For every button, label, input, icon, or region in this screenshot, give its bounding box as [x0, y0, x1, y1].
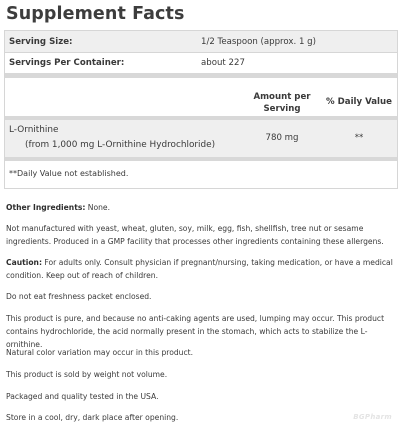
color-statement: Natural color variation may occur in this product.: [6, 348, 194, 357]
servings-per-container-value: about 227: [201, 58, 245, 68]
watermark: BGPharm: [353, 413, 392, 421]
column-header-row: [5, 78, 397, 118]
freshness-statement: Do not eat freshness packet enclosed.: [6, 292, 152, 301]
storage-statement: Store in a cool, dry, dark place after opening.: [6, 413, 179, 422]
caution-text: For adults only. Consult physician if pregnant/nursing, taking medication, or have a medical condition. Keep out of reach of children.: [6, 258, 393, 280]
daily-value-footnote: **Daily Value not established.: [9, 169, 129, 178]
purity-statement: This product is pure, and because no anti-caking agents are used, lumping may occur. This product contains hydrochloride, the acid normally present in the stomach, which acts to stabilize the L-ornithine.: [6, 314, 385, 349]
serving-size-row: [5, 31, 397, 52]
servings-per-container-label: Servings Per Container:: [9, 58, 125, 68]
ingredient-row: [5, 120, 397, 157]
serving-size-value: 1/2 Teaspoon (approx. 1 g): [201, 37, 316, 47]
supplement-facts-panel: [4, 30, 398, 189]
footnote-row: [5, 161, 397, 187]
caution-statement: [6, 257, 394, 283]
ingredient-daily-value: **: [354, 133, 364, 143]
servings-per-container-row: [5, 53, 397, 73]
supplement-facts-title: Supplement Facts: [6, 4, 185, 24]
other-ingredients: [6, 202, 394, 215]
daily-value-header: % Daily Value: [326, 97, 392, 107]
amount-header-line2: Serving: [263, 104, 301, 114]
other-ingredients-value: None.: [87, 203, 111, 212]
serving-size-label: Serving Size:: [9, 37, 73, 47]
other-ingredients-label: Other Ingredients:: [6, 203, 86, 212]
ingredient-amount: 780 mg: [265, 133, 299, 143]
ingredient-name: L-Ornithine: [9, 125, 59, 135]
packaged-statement: Packaged and quality tested in the USA.: [6, 392, 159, 401]
caution-label: Caution:: [6, 258, 42, 267]
weight-statement: This product is sold by weight not volume.: [6, 370, 168, 379]
amount-per-serving-header: [245, 91, 319, 115]
allergen-statement: Not manufactured with yeast, wheat, gluten, soy, milk, egg, fish, shellfish, tree nut or sesame ingredients. Produced in a GMP facility that processes other ingredients containing these allergens.: [6, 224, 384, 246]
ingredient-source: (from 1,000 mg L-Ornithine Hydrochloride): [25, 140, 216, 150]
amount-header-line1: Amount per: [253, 92, 311, 102]
